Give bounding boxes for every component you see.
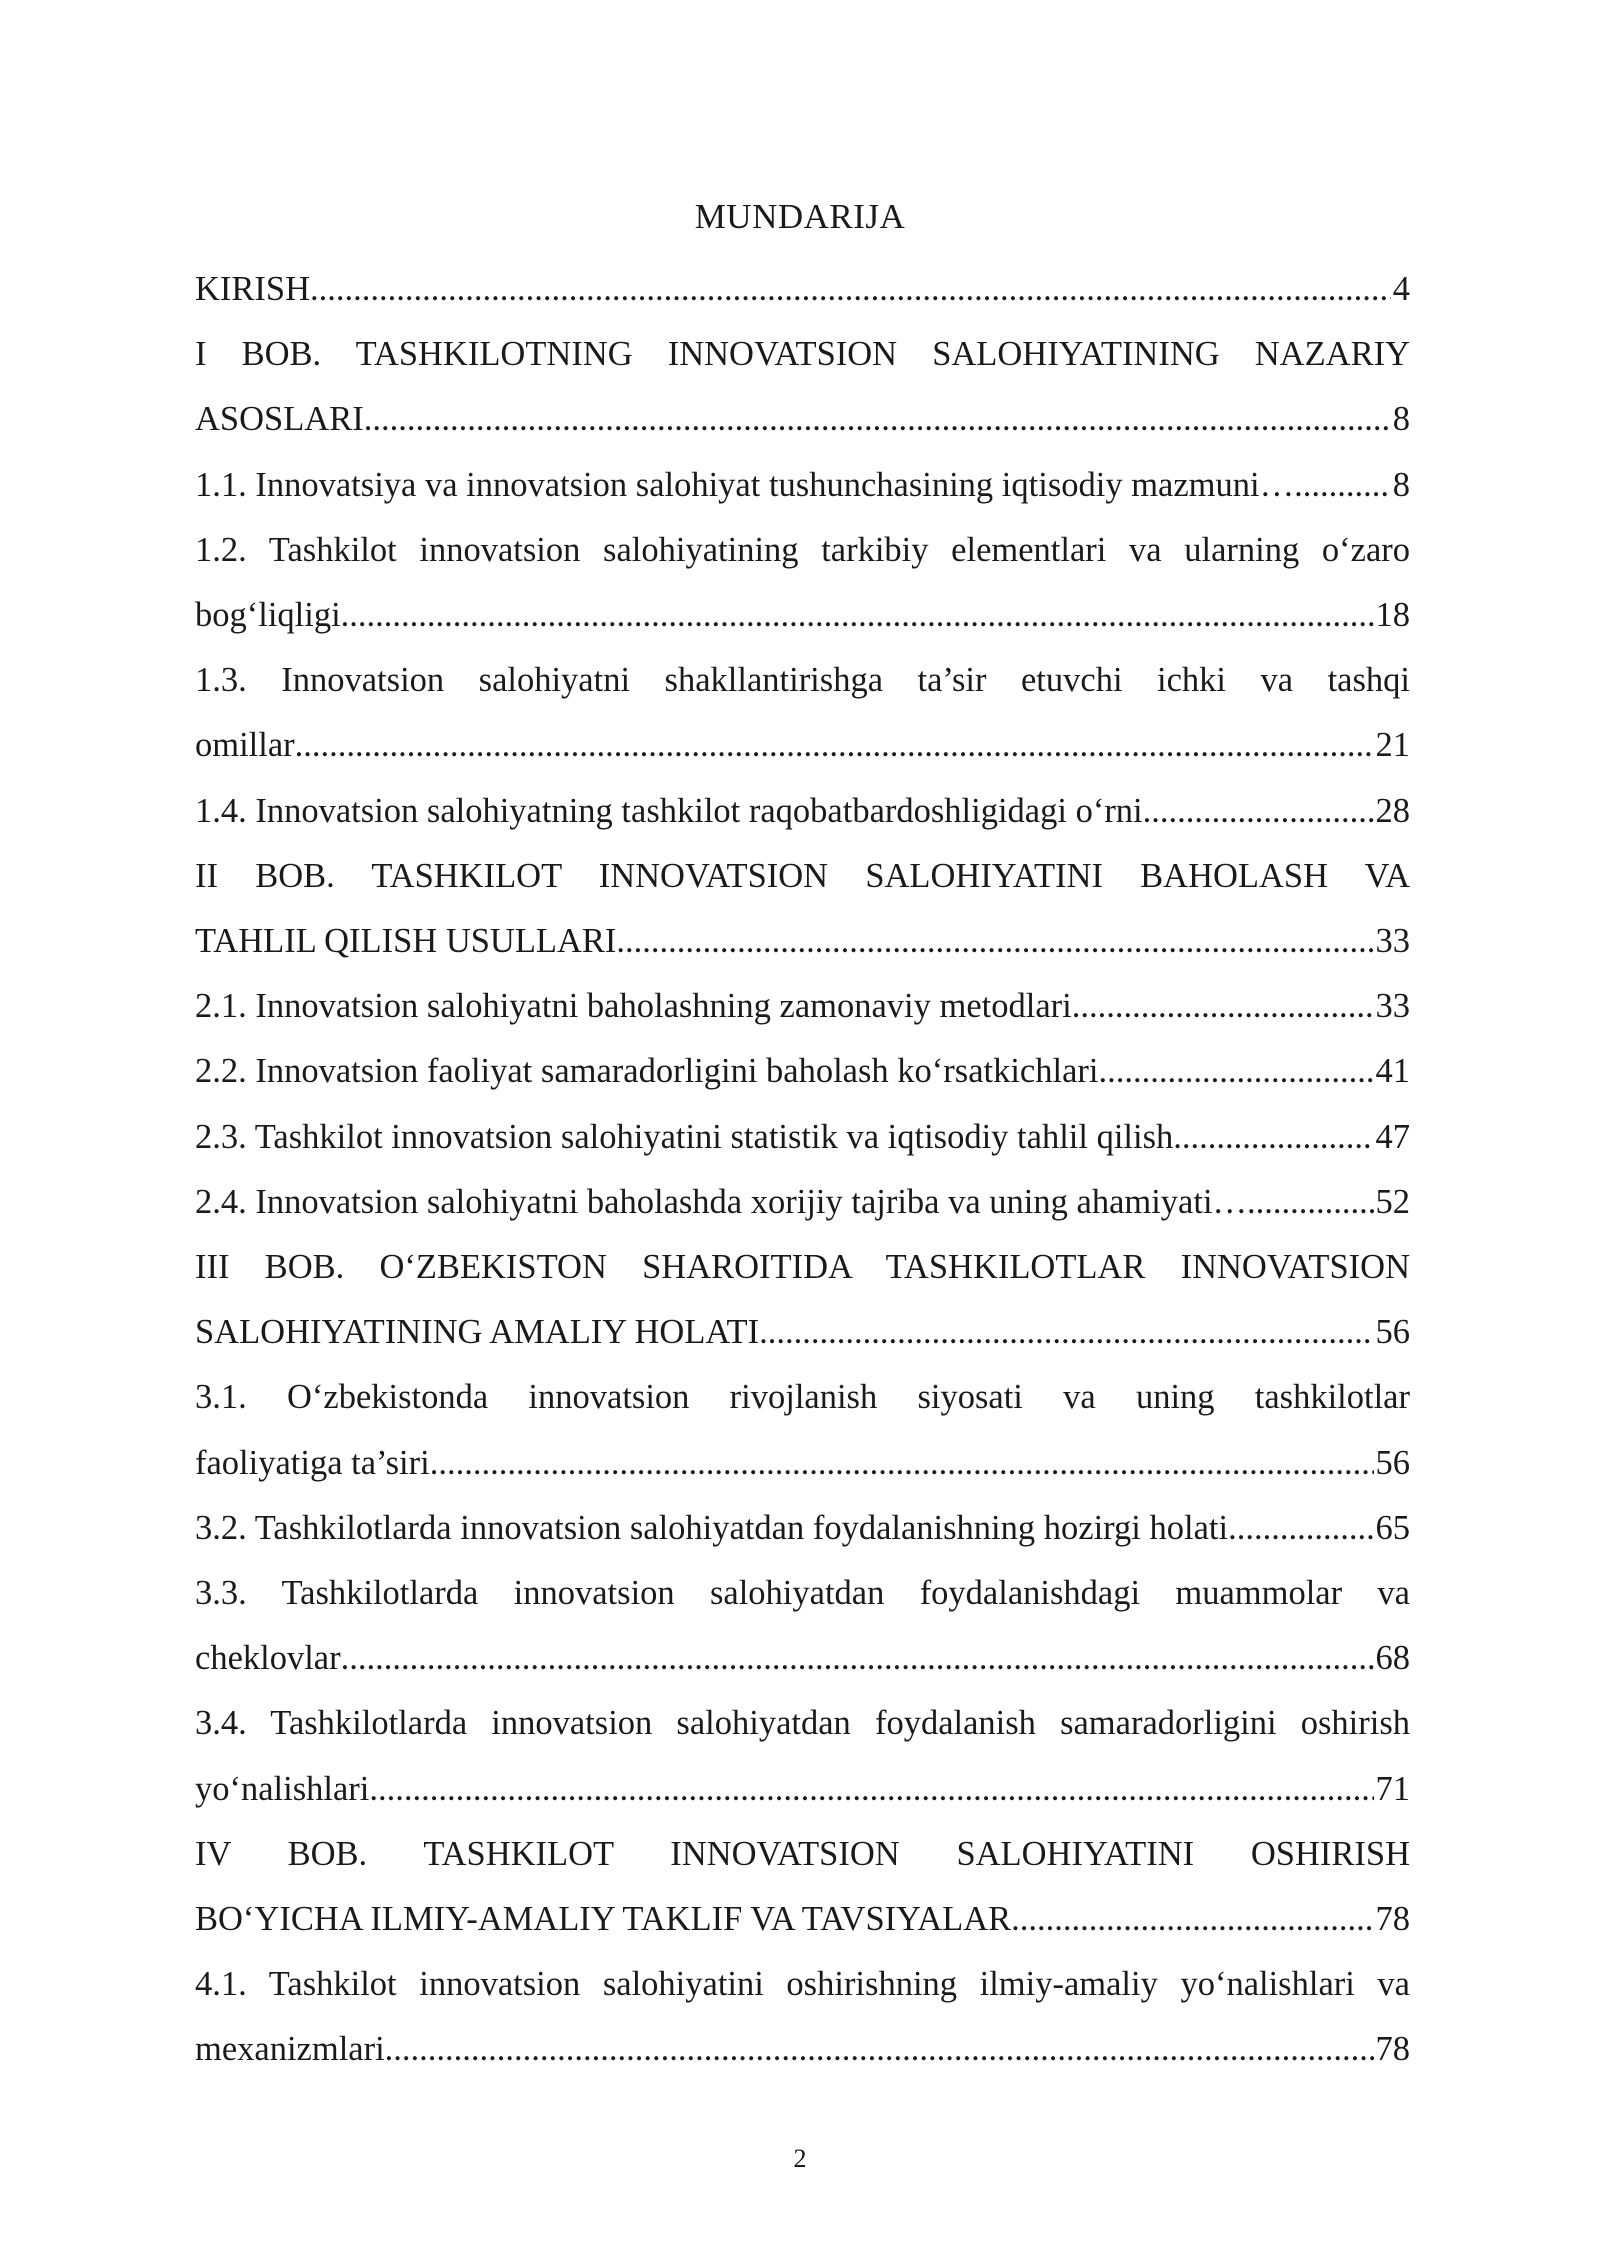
toc-entry-title: KIRISH [195,270,311,308]
toc-entry-title: 2.4. Innovatsion salohiyatni baholashda xorijiy tajriba va uning ahamiyati… [195,1182,1248,1221]
toc-entry-title: 1.1. Innovatsiya va innovatsion salohiyat tushunchasining iqtisodiy mazmuni… [195,465,1295,504]
toc-entry-line: 3.1. O‘zbekistonda innovatsion rivojlanish siyosati va uning tashkilotlar [195,1378,1410,1417]
dot-leader [310,257,1391,322]
toc-entry-page-number: 65 [1375,1508,1410,1547]
toc-entry [195,1822,1410,1952]
toc-entry [195,1039,1410,1104]
toc-entry-page-number: 71 [1375,1769,1410,1808]
toc-entry [195,1496,1410,1561]
toc-entry-final-line [195,1887,1410,1952]
toc-entry-final-line [195,974,1410,1039]
dot-leader [1072,974,1374,1039]
toc-entry-line: 3.3. Tashkilotlarda innovatsion salohiyatdan foydalanishdagi muammolar va [195,1574,1410,1613]
toc-entry-title: 2.2. Innovatsion faoliyat samaradorligini baholash ko‘rsatkichlari [195,1052,1099,1091]
toc-entry-title: 2.3. Tashkilot innovatsion salohiyatini statistik va iqtisodiy tahlil qilish [195,1117,1174,1156]
dot-leader [364,387,1391,452]
toc-entry-title: BO‘YICHA ILMIY-AMALIY TAKLIF VA TAVSIYALAR [195,1900,1012,1939]
toc-entry-title: mexanizmlari [195,2030,385,2069]
dot-leader [1294,453,1391,518]
toc-entry-line: II BOB. TASHKILOT INNOVATSION SALOHIYATINI BAHOLASH VA [195,856,1410,895]
dot-leader [759,1300,1373,1365]
toc-entry-page-number: 33 [1375,987,1410,1026]
toc-entry-final-line [195,1757,1410,1822]
toc-entry [195,1691,1410,1821]
toc-entry-page-number: 33 [1375,922,1410,961]
dot-leader [295,713,1374,778]
toc-entry-page-number: 78 [1375,2030,1410,2069]
toc-entry-page-number: 21 [1375,726,1410,765]
toc-entry-line: 3.4. Tashkilotlarda innovatsion salohiyatdan foydalanish samaradorligini oshirish [195,1704,1410,1743]
dot-leader [1247,1170,1373,1235]
page-number: 2 [793,2144,807,2173]
table-of-contents [195,257,1410,2083]
toc-entry-line: 4.1. Tashkilot innovatsion salohiyatini oshirishning ilmiy-amaliy yo‘nalishlari va [195,1965,1410,2004]
toc-entry-final-line [195,1431,1410,1496]
dot-leader [430,1431,1374,1496]
toc-entry [195,974,1410,1039]
toc-entry-page-number: 28 [1375,791,1410,830]
toc-entry-final-line [195,1626,1410,1691]
dot-leader [341,583,1374,648]
toc-entry-page-number: 18 [1375,596,1410,635]
toc-entry [195,453,1410,518]
toc-entry [195,1561,1410,1691]
toc-entry [195,1235,1410,1365]
toc-entry-title: 1.4. Innovatsion salohiyatning tashkilot raqobatbardoshligidagi o‘rni [195,791,1143,830]
toc-entry-title: omillar [195,726,295,765]
toc-entry-page-number: 47 [1375,1117,1410,1156]
toc-entry-line: IV BOB. TASHKILOT INNOVATSION SALOHIYATINI OSHIRISH [195,1834,1410,1873]
toc-entry [195,648,1410,778]
dot-leader [1228,1496,1373,1561]
toc-entry-title: bog‘liqligi [195,596,341,635]
toc-entry-title: 2.1. Innovatsion salohiyatni baholashning zamonaviy metodlari [195,987,1072,1026]
toc-entry-title: TAHLIL QILISH USULLARI [195,922,617,961]
toc-entry-page-number: 8 [1392,465,1410,504]
toc-entry-final-line [195,387,1410,452]
toc-entry [195,257,1410,322]
toc-entry-title: faoliyatiga ta’siri [195,1443,430,1482]
toc-entry-final-line [195,1105,1410,1170]
toc-entry-page-number: 52 [1375,1182,1410,1221]
toc-entry-page-number: 78 [1375,1900,1410,1939]
toc-entry-title: 3.2. Tashkilotlarda innovatsion salohiyatdan foydalanishning hozirgi holati [195,1508,1229,1547]
toc-entry-page-number: 41 [1375,1052,1410,1091]
toc-entry-final-line [195,583,1410,648]
toc-entry-final-line [195,1496,1410,1561]
toc-entry [195,518,1410,648]
toc-entry-title: cheklovlar [195,1639,341,1678]
toc-entry-page-number: 8 [1392,400,1410,439]
dot-leader [1011,1887,1373,1952]
toc-entry-title: SALOHIYATINING AMALIY HOLATI [195,1313,760,1352]
toc-entry [195,1105,1410,1170]
toc-entry-final-line [195,257,1410,322]
dot-leader [1098,1039,1373,1104]
toc-entry [195,779,1410,844]
dot-leader [616,909,1373,974]
dot-leader [369,1757,1373,1822]
toc-entry-final-line [195,1300,1410,1365]
toc-entry-line: III BOB. O‘ZBEKISTON SHAROITIDA TASHKILOTLAR INNOVATSION [195,1248,1410,1287]
dot-leader [385,2017,1374,2082]
toc-entry-final-line [195,2017,1410,2082]
toc-entry-final-line [195,1039,1410,1104]
toc-entry [195,322,1410,452]
toc-entry-title: yo‘nalishlari [195,1769,370,1808]
toc-entry-final-line [195,453,1410,518]
toc-entry [195,1365,1410,1495]
toc-entry-page-number: 4 [1392,270,1410,308]
toc-entry-final-line [195,909,1410,974]
toc-entry-final-line [195,713,1410,778]
dot-leader [341,1626,1374,1691]
toc-entry-page-number: 56 [1375,1443,1410,1482]
toc-entry-page-number: 68 [1375,1639,1410,1678]
toc-entry [195,1170,1410,1235]
dot-leader [1143,779,1374,844]
toc-entry-line: 1.3. Innovatsion salohiyatni shakllantirishga ta’sir etuvchi ichki va tashqi [195,661,1410,700]
toc-entry-final-line [195,1170,1410,1235]
page-title: MUNDARIJA [694,197,906,236]
toc-entry-page-number: 56 [1375,1313,1410,1352]
toc-entry-final-line [195,779,1410,844]
toc-entry-line: I BOB. TASHKILOTNING INNOVATSION SALOHIYATINING NAZARIY [195,335,1410,374]
toc-entry [195,844,1410,974]
toc-entry [195,1952,1410,2082]
toc-entry-title: ASOSLARI [195,400,364,439]
dot-leader [1173,1105,1373,1170]
toc-entry-line: 1.2. Tashkilot innovatsion salohiyatining tarkibiy elementlari va ularning o‘zaro [195,530,1410,569]
